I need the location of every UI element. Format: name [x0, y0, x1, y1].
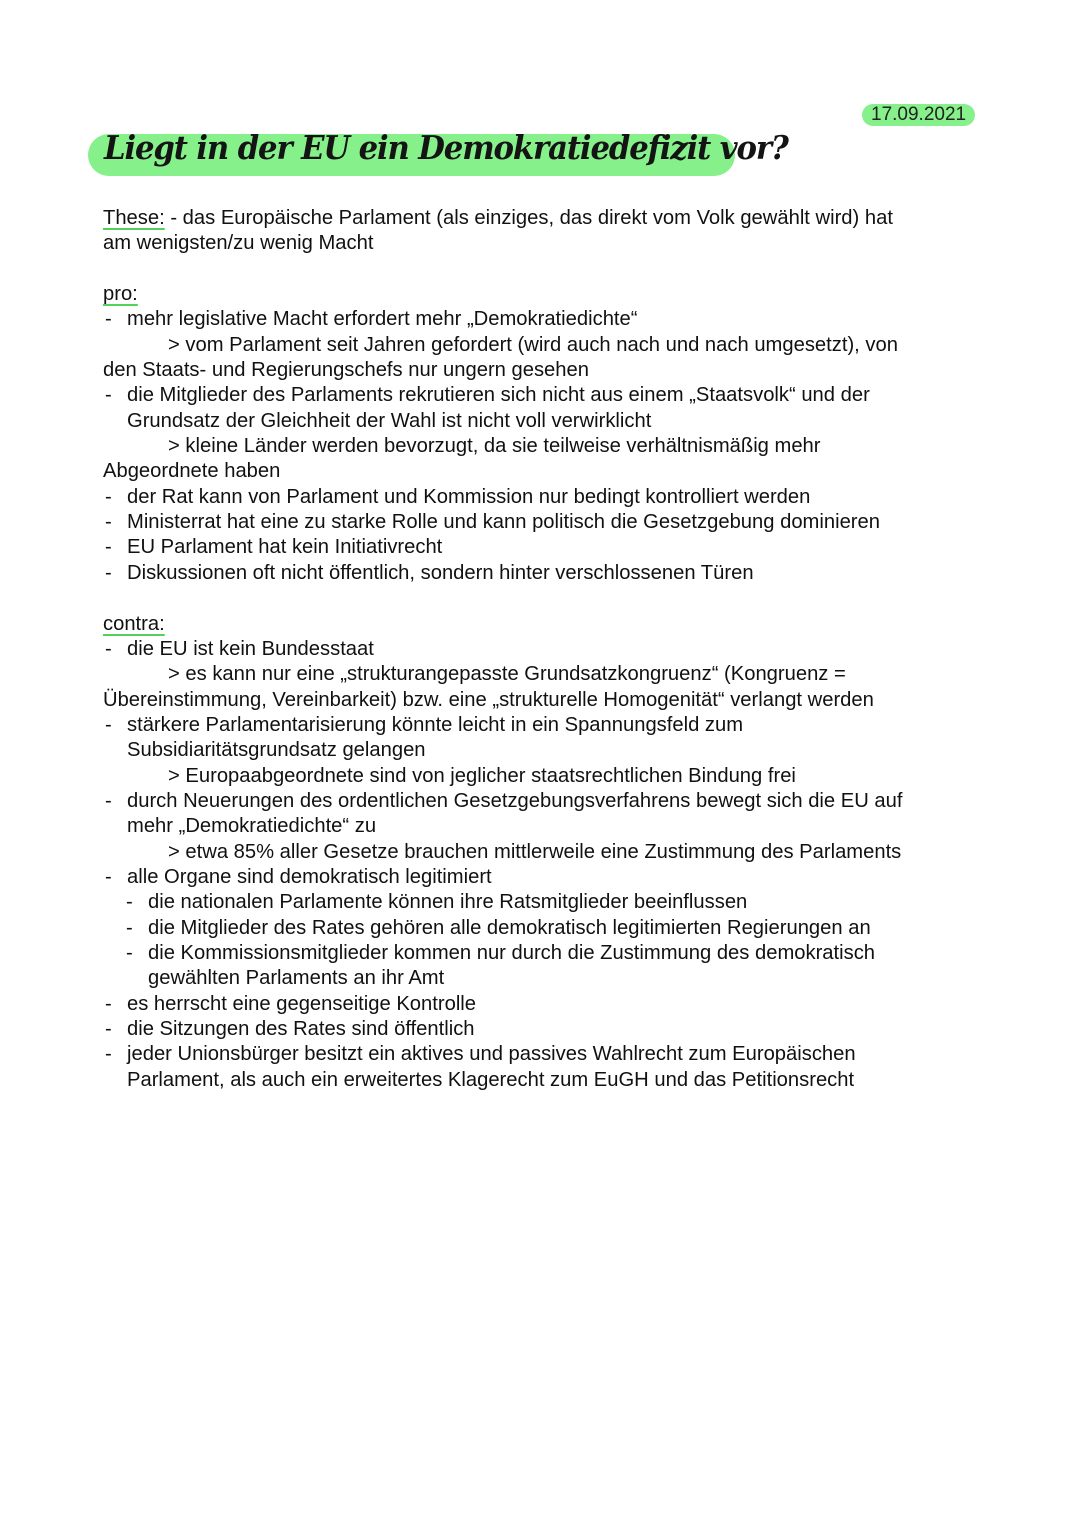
thesis-line: am wenigsten/zu wenig Macht — [103, 232, 374, 255]
pro-list-item-line: > kleine Länder werden bevorzugt, da sie teilweise verhältnismäßig mehr — [168, 435, 821, 458]
contra-list-item-line: - die Sitzungen des Rates sind öffentlich — [103, 1017, 1003, 1042]
contra-list-item-line: - alle Organe sind demokratisch legitimiert — [103, 865, 1003, 890]
pro-list-item-line: - der Rat kann von Parlament und Kommission nur bedingt kontrolliert werden — [103, 485, 1003, 510]
contra-list-item-line: - jeder Unionsbürger besitzt ein aktives und passives Wahlrecht zum Europäischen — [103, 1042, 1003, 1067]
pro-list-item-line: - die Mitglieder des Parlaments rekrutieren sich nicht aus einem „Staatsvolk“ und der — [103, 383, 1003, 408]
document-body — [103, 206, 1003, 1093]
blank-line — [103, 586, 1003, 611]
thesis-text: - das Europäische Parlament (als einziges, das direkt vom Volk gewählt wird) hat — [164, 207, 893, 229]
contra-list-item-line: - die Kommissionsmitglieder kommen nur durch die Zustimmung des demokratisch — [103, 941, 1003, 966]
contra-heading — [103, 612, 1003, 637]
pro-list-item-line: Abgeordnete haben — [103, 460, 281, 483]
contra-list-item-line: > es kann nur eine „strukturangepasste Grundsatzkongruenz“ (Kongruenz = — [168, 663, 846, 686]
pro-list-item-line: - mehr legislative Macht erfordert mehr „Demokratiedichte“ — [103, 307, 1003, 332]
contra-list-item-line: - stärkere Parlamentarisierung könnte leicht in ein Spannungsfeld zum — [103, 713, 1003, 738]
contra-list-item-line: - es herrscht eine gegenseitige Kontrolle — [103, 992, 1003, 1017]
thesis-label: These: — [103, 207, 165, 229]
contra-list-item-line: - die EU ist kein Bundesstaat — [103, 637, 1003, 662]
contra-list-item-line: > etwa 85% aller Gesetze brauchen mittlerweile eine Zustimmung des Parlaments — [168, 840, 902, 863]
contra-list-item-line: Übereinstimmung, Vereinbarkeit) bzw. eine „strukturelle Homogenität“ verlangt werden — [103, 688, 874, 711]
contra-list-item-line: > Europaabgeordnete sind von jeglicher staatsrechtlichen Bindung frei — [168, 764, 796, 787]
pro-list-item-line: - Diskussionen oft nicht öffentlich, sondern hinter verschlossenen Türen — [103, 561, 1003, 586]
thesis-line — [103, 206, 1003, 231]
pro-list-item-line: > vom Parlament seit Jahren gefordert (wird auch nach und nach umgesetzt), von — [168, 333, 898, 356]
contra-list-item-line: gewählten Parlaments an ihr Amt — [148, 967, 445, 990]
contra-list — [103, 637, 1003, 1093]
pro-list-item-line: - EU Parlament hat kein Initiativrecht — [103, 535, 1003, 560]
contra-list-item-line: Subsidiaritätsgrundsatz gelangen — [127, 739, 426, 762]
contra-list-item-line: - die Mitglieder des Rates gehören alle demokratisch legitimierten Regierungen an — [103, 916, 1003, 941]
contra-list-item-line: - die nationalen Parlamente können ihre Ratsmitglieder beeinflussen — [103, 890, 1003, 915]
date-badge: 17.09.2021 — [862, 104, 975, 126]
pro-list-item-line: - Ministerrat hat eine zu starke Rolle und kann politisch die Gesetzgebung dominieren — [103, 510, 1003, 535]
contra-list-item-line: mehr „Demokratiedichte“ zu — [127, 815, 377, 838]
pro-label: pro: — [103, 283, 138, 306]
page-title: Liegt in der EU ein Demokratiedefizit vor? — [104, 128, 788, 167]
blank-line — [103, 257, 1003, 282]
contra-label: contra: — [103, 612, 165, 635]
contra-list-item-line: - durch Neuerungen des ordentlichen Gesetzgebungsverfahrens bewegt sich die EU auf — [103, 789, 1003, 814]
pro-list-item-line: Grundsatz der Gleichheit der Wahl ist nicht voll verwirklicht — [127, 409, 652, 432]
contra-list-item-line: Parlament, als auch ein erweitertes Klagerecht zum EuGH und das Petitionsrecht — [127, 1068, 855, 1091]
pro-list-item-line: den Staats- und Regierungschefs nur ungern gesehen — [103, 359, 589, 382]
pro-list — [103, 307, 1003, 586]
pro-heading — [103, 282, 1003, 307]
